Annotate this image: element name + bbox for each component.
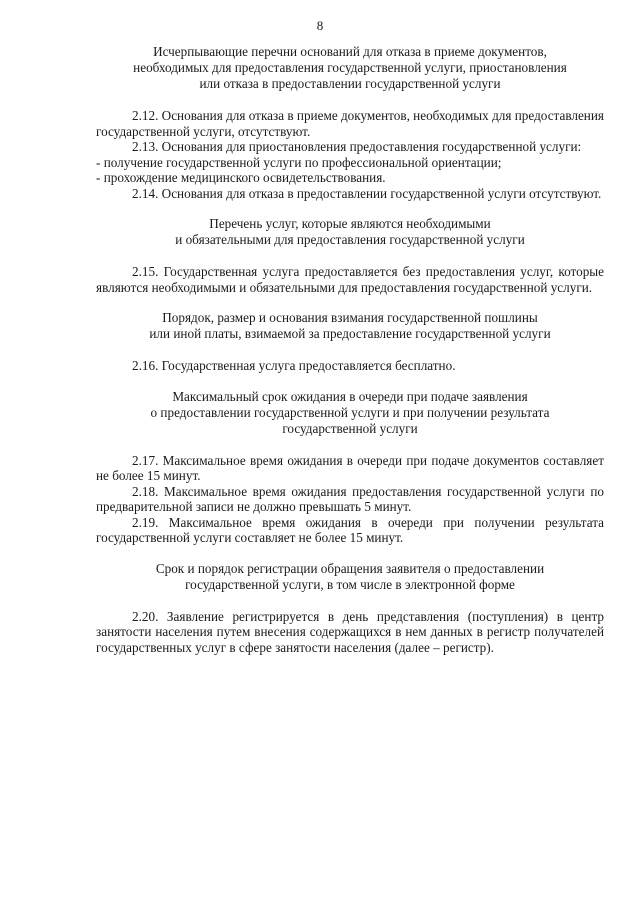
heading-line: или иной платы, взимаемой за предоставление государственной услуги xyxy=(149,326,551,341)
document-content xyxy=(96,44,604,655)
section-heading-refusal-grounds xyxy=(96,44,604,92)
heading-line: или отказа в предоставлении государственной услуги xyxy=(199,76,501,91)
paragraph-2-12: 2.12. Основания для отказа в приеме документов, необходимых для предоставления государственной услуги, отсутствуют. xyxy=(96,108,604,139)
page-number: 8 xyxy=(316,18,324,33)
paragraph-2-13: 2.13. Основания для приостановления предоставления государственной услуги: xyxy=(132,139,582,154)
list-item-medical-exam: - прохождение медицинского освидетельствования. xyxy=(96,170,386,185)
heading-line: государственной услуги, в том числе в электронной форме xyxy=(185,576,515,592)
section-heading-required-services xyxy=(96,216,604,248)
paragraph-2-19: 2.19. Максимальное время ожидания в очереди при получении результата государственной услуги составляет не более 15 минут. xyxy=(96,514,604,545)
heading-line: Максимальный срок ожидания в очереди при подаче заявления xyxy=(172,388,528,404)
heading-line: Перечень услуг, которые являются необходимыми xyxy=(209,216,491,231)
heading-line: и обязательными для предоставления государственной услуги xyxy=(175,232,525,247)
heading-line: государственной услуги xyxy=(282,420,418,436)
list-item-career-guidance: - получение государственной услуги по профессиональной ориентации; xyxy=(96,154,502,170)
paragraph-2-14: 2.14. Основания для отказа в предоставлении государственной услуги отсутствуют. xyxy=(132,185,602,201)
section-heading-queue-time xyxy=(96,389,604,437)
heading-line: Срок и порядок регистрации обращения заявителя о предоставлении xyxy=(155,560,545,576)
heading-line: необходимых для предоставления государственной услуги, приостановления xyxy=(133,60,567,75)
paragraph-2-16: 2.16. Государственная услуга предоставляется бесплатно. xyxy=(132,358,456,373)
paragraph-2-17: 2.17. Максимальное время ожидания в очереди при подаче документов составляет не более 15 минут. xyxy=(96,452,604,483)
section-heading-state-fee xyxy=(96,310,604,342)
paragraph-2-20: 2.20. Заявление регистрируется в день представления (поступления) в центр занятости населения путем внесения содержащихся в нем данных в регистр получателей государственных услуг в сфере занятости населения (далее – регистр). xyxy=(96,608,604,655)
heading-line: Порядок, размер и основания взимания государственной пошлины xyxy=(162,310,538,325)
section-heading-registration xyxy=(96,561,604,593)
heading-line: Исчерпывающие перечни оснований для отказа в приеме документов, xyxy=(153,44,547,59)
paragraph-2-15: 2.15. Государственная услуга предоставляется без предоставления услуг, которые являются необходимыми и обязательными для предоставления государственной услуги. xyxy=(96,264,604,295)
heading-line: о предоставлении государственной услуги и при получении результата xyxy=(150,404,550,420)
paragraph-2-18: 2.18. Максимальное время ожидания предоставления государственной услуги по предварительной записи не должно превышать 5 минут. xyxy=(96,483,604,514)
